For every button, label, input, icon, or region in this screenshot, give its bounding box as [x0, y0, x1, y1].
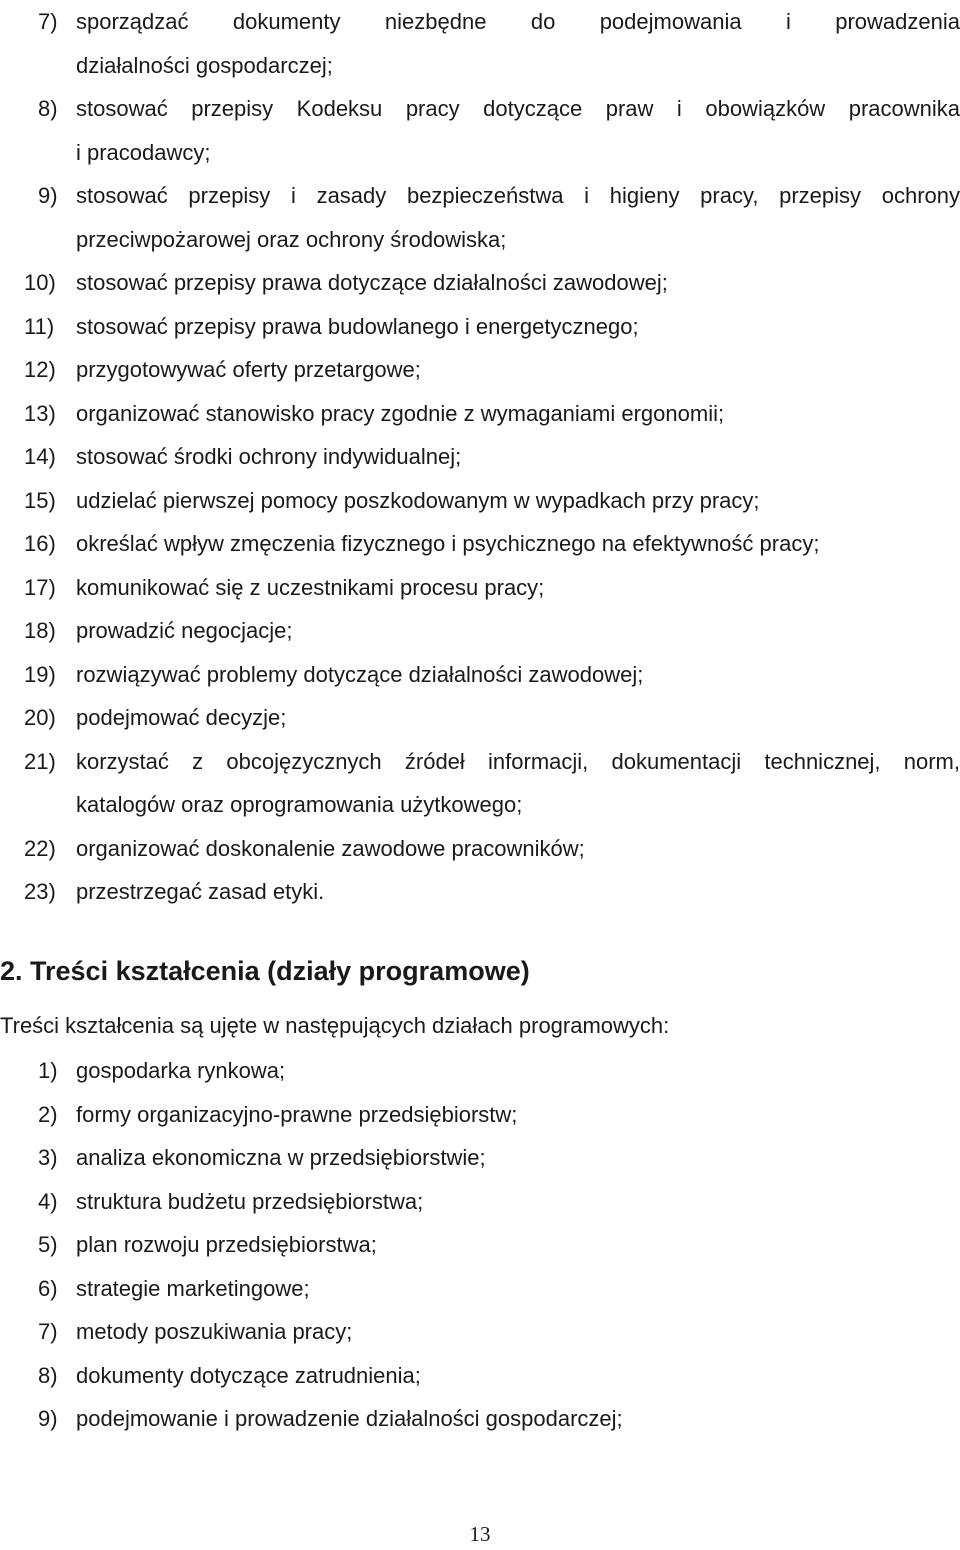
- item-text: gospodarka rynkowa;: [76, 1058, 286, 1083]
- item-text: określać wpływ zmęczenia fizycznego i psychicznego na efektywność pracy;: [76, 531, 820, 556]
- item-continuation: katalogów oraz oprogramowania użytkowego;: [76, 792, 523, 817]
- list-item: [0, 261, 960, 305]
- item-number: 21): [24, 748, 56, 774]
- list-item: [0, 653, 960, 697]
- item-text: plan rozwoju przedsiębiorstwa;: [76, 1232, 377, 1257]
- item-number: 11): [24, 313, 55, 339]
- list-item: [0, 870, 960, 914]
- item-text: stosować przepisy Kodeksu pracy dotyczące praw i obowiązków pracownika: [76, 96, 960, 121]
- list-item: [0, 609, 960, 653]
- list-item: [0, 479, 960, 523]
- list-item: [0, 696, 960, 740]
- item-text: stosować przepisy prawa budowlanego i energetycznego;: [76, 313, 639, 339]
- item-text: formy organizacyjno-prawne przedsiębiorstw;: [76, 1101, 518, 1127]
- item-number: 9): [38, 1406, 58, 1431]
- page-number: 13: [469, 1522, 491, 1546]
- program-sections-list: [0, 1049, 960, 1441]
- item-text: podejmować decyzje;: [76, 705, 287, 730]
- list-item: [0, 435, 960, 479]
- list-item: [0, 1049, 960, 1093]
- list-item: [0, 174, 960, 261]
- list-item: [0, 827, 960, 871]
- list-item: [0, 566, 960, 610]
- list-item: [0, 348, 960, 392]
- item-text: dokumenty dotyczące zatrudnienia;: [76, 1362, 421, 1388]
- item-number: 7): [38, 1319, 58, 1344]
- item-number: 22): [24, 835, 56, 861]
- item-text: analiza ekonomiczna w przedsiębiorstwie;: [76, 1145, 486, 1170]
- section-heading: 2. Treści kształcenia (działy programowe): [0, 956, 530, 986]
- item-text: stosować środki ochrony indywidualnej;: [76, 444, 462, 469]
- item-continuation: działalności gospodarczej;: [76, 52, 333, 78]
- list-item: [0, 1310, 960, 1354]
- item-text: organizować stanowisko pracy zgodnie z wymaganiami ergonomii;: [76, 400, 725, 426]
- item-text: stosować przepisy i zasady bezpieczeństwa i higieny pracy, przepisy ochrony: [76, 183, 960, 208]
- item-continuation: i pracodawcy;: [76, 139, 211, 165]
- item-number: 5): [38, 1232, 58, 1257]
- item-text: komunikować się z uczestnikami procesu pracy;: [76, 574, 545, 600]
- item-number: 6): [38, 1275, 58, 1301]
- item-number: 3): [38, 1145, 58, 1170]
- item-number: 18): [24, 618, 56, 643]
- list-item: [0, 1223, 960, 1267]
- item-number: 8): [38, 1362, 58, 1388]
- item-text: prowadzić negocjacje;: [76, 618, 293, 643]
- item-number: 15): [24, 487, 56, 513]
- item-number: 9): [38, 183, 58, 208]
- item-text: stosować przepisy prawa dotyczące działalności zawodowej;: [76, 270, 668, 295]
- list-item: [0, 1136, 960, 1180]
- list-item: [0, 1180, 960, 1224]
- list-item: [0, 1354, 960, 1398]
- item-text: podejmowanie i prowadzenie działalności gospodarczej;: [76, 1406, 623, 1431]
- item-number: 7): [38, 9, 58, 34]
- list-item: [0, 0, 960, 87]
- item-text: organizować doskonalenie zawodowe pracowników;: [76, 835, 585, 861]
- list-item: [0, 740, 960, 827]
- item-number: 23): [24, 879, 56, 904]
- item-text: metody poszukiwania pracy;: [76, 1319, 353, 1344]
- item-text: struktura budżetu przedsiębiorstwa;: [76, 1188, 424, 1214]
- list-item: [0, 305, 960, 349]
- list-item: [0, 392, 960, 436]
- list-item: [0, 87, 960, 174]
- list-item: [0, 1093, 960, 1137]
- list-item: [0, 1397, 960, 1441]
- item-number: 12): [24, 357, 56, 382]
- item-number: 8): [38, 96, 58, 121]
- item-number: 16): [24, 531, 56, 556]
- item-number: 17): [24, 574, 56, 600]
- item-text: strategie marketingowe;: [76, 1275, 310, 1301]
- item-text: sporządzać dokumenty niezbędne do podejmowania i prowadzenia: [76, 9, 960, 34]
- list-item: [0, 1267, 960, 1311]
- item-number: 2): [38, 1101, 58, 1127]
- item-text: przestrzegać zasad etyki.: [76, 879, 325, 904]
- item-text: korzystać z obcojęzycznych źródeł informacji, dokumentacji technicznej, norm,: [76, 748, 960, 774]
- section-intro: Treści kształcenia są ujęte w następujących działach programowych:: [0, 1013, 670, 1038]
- item-number: 13): [24, 400, 56, 426]
- item-text: rozwiązywać problemy dotyczące działalności zawodowej;: [76, 661, 644, 687]
- list-item: [0, 522, 960, 566]
- item-number: 1): [38, 1058, 58, 1083]
- item-number: 10): [24, 270, 56, 295]
- item-number: 14): [24, 444, 56, 469]
- item-continuation: przeciwpożarowej oraz ochrony środowiska;: [76, 226, 507, 252]
- item-text: udzielać pierwszej pomocy poszkodowanym w wypadkach przy pracy;: [76, 487, 760, 513]
- item-text: przygotowywać oferty przetargowe;: [76, 357, 421, 382]
- item-number: 19): [24, 661, 56, 687]
- item-number: 20): [24, 705, 56, 730]
- item-number: 4): [38, 1188, 58, 1214]
